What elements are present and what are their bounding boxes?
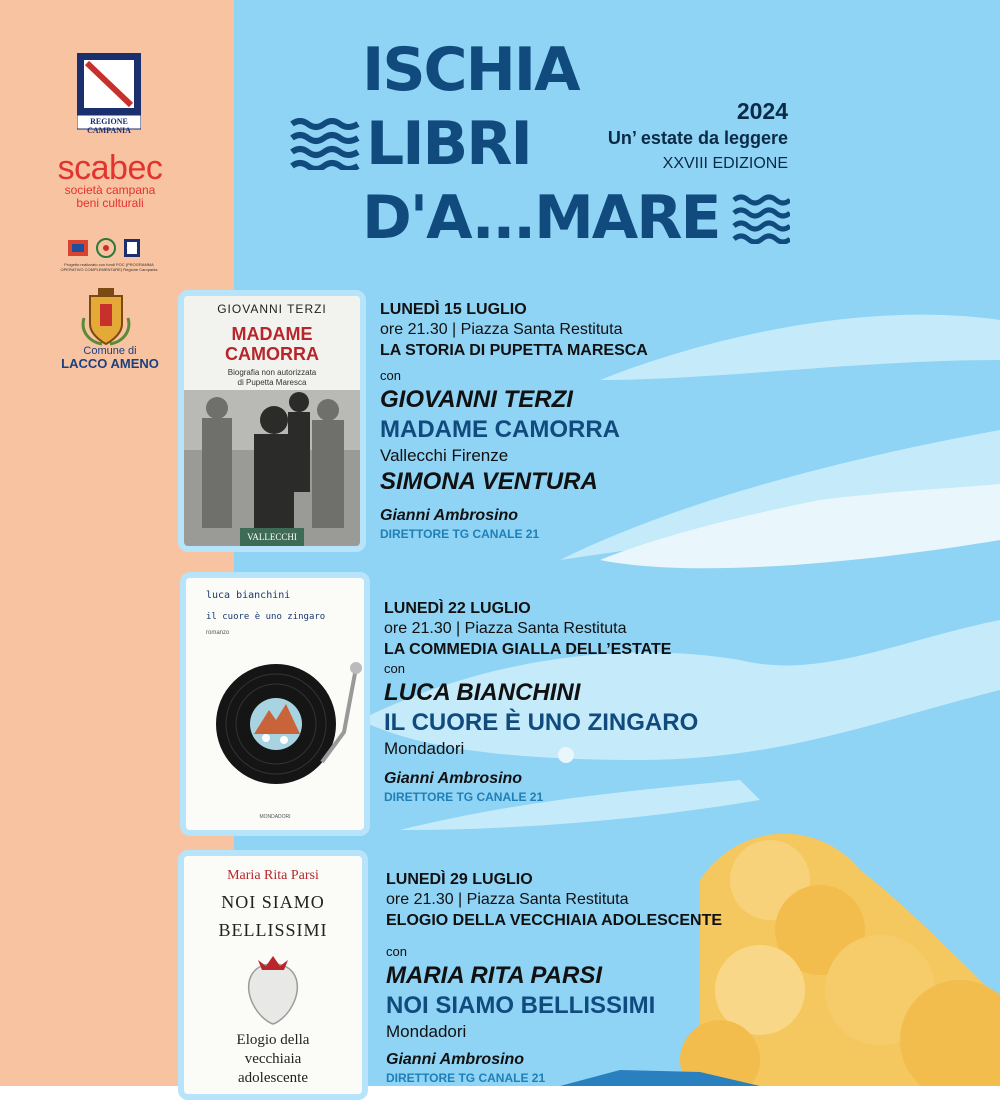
event-book: IL CUORE È UNO ZINGARO [384, 709, 699, 736]
cover-publisher: MONDADORI [259, 814, 291, 820]
event-book: MADAME CAMORRA [380, 416, 620, 443]
tagline: Un’ estate da leggere [607, 128, 788, 148]
cover-sub-1: Elogio della [236, 1032, 310, 1048]
event-date: LUNEDÌ 22 LUGLIO [384, 600, 531, 617]
event-moderator-role: DIRETTORE TG CANALE 21 [384, 790, 544, 804]
event-with: con [386, 944, 407, 959]
comune-prefix: Comune di [83, 345, 137, 357]
cover-author: luca bianchini [206, 590, 291, 601]
cover-title-2: CAMORRA [225, 344, 319, 364]
event-author: LUCA BIANCHINI [384, 679, 581, 706]
cover-genre: romanzo [206, 630, 230, 636]
lacco-ameno-crest-icon [78, 288, 134, 348]
event-time-place: ore 21.30 | Piazza Santa Restituta [386, 891, 629, 908]
regione-mini-icon [124, 239, 140, 257]
event-time-place: ore 21.30 | Piazza Santa Restituta [380, 321, 623, 338]
edition: XXVIII EDIZIONE [662, 155, 788, 172]
event-publisher: Mondadori [386, 1022, 467, 1041]
event-publisher: Mondadori [384, 739, 465, 758]
cover-author: GIOVANNI TERZI [217, 302, 327, 316]
regione-campania-label: REGIONE CAMPANIA [87, 117, 131, 135]
cover-title-2: BELLISSIMI [218, 920, 328, 940]
waves-left-icon [290, 118, 360, 170]
event-2 [384, 599, 804, 805]
comune-label [40, 345, 180, 371]
cover-photo [184, 390, 360, 546]
event-topic: LA COMMEDIA GIALLA DELL’ESTATE [384, 641, 672, 658]
event-moderator-role: DIRETTORE TG CANALE 21 [380, 527, 540, 541]
cover-subtitle-2: di Pupetta Maresca [237, 378, 307, 387]
event-guest: SIMONA VENTURA [380, 468, 598, 495]
event-date: LUNEDÌ 29 LUGLIO [386, 871, 533, 888]
event-time-place: ore 21.30 | Piazza Santa Restituta [384, 620, 627, 637]
cover-title-1: NOI SIAMO [221, 892, 325, 912]
cover-title: il cuore è uno zingaro [206, 612, 326, 622]
event-book: NOI SIAMO BELLISSIMI [386, 992, 656, 1019]
event-author: GIOVANNI TERZI [380, 386, 573, 413]
scabec-name: scabec [57, 149, 163, 187]
book-cover-noi-siamo-bellissimi [178, 850, 368, 1100]
cover-subtitle-1: Biografia non autorizzata [227, 368, 317, 377]
scabec-sub2: beni culturali [76, 196, 144, 210]
italian-emblem-icon [97, 239, 115, 257]
title-line-2: LIBRI [366, 109, 531, 179]
poc-icon [68, 240, 88, 256]
event-moderator-role: DIRETTORE TG CANALE 21 [386, 1071, 546, 1085]
book-cover-madame-camorra [178, 290, 366, 552]
event-with: con [384, 661, 405, 676]
event-topic: ELOGIO DELLA VECCHIAIA ADOLESCENTE [386, 912, 723, 929]
project-note: Progetto realizzato con fondi POC (PROGRAMMA OPERATIVO COMPLEMENTARE) Regione Campania [60, 262, 158, 272]
scabec-sub1: società campana [64, 183, 156, 197]
cover-author: Maria Rita Parsi [227, 868, 319, 883]
event-date: LUNEDÌ 15 LUGLIO [380, 301, 527, 318]
title-line-3: D'A...MARE [362, 183, 720, 253]
event-topic: LA STORIA DI PUPETTA MARESCA [380, 342, 648, 359]
cover-publisher: VALLECCHI [247, 532, 297, 542]
year: 2024 [736, 98, 788, 124]
sponsor-logos [66, 236, 146, 260]
event-publisher: Vallecchi Firenze [380, 446, 509, 465]
waves-right-icon [732, 194, 790, 244]
strawberry-icon [242, 950, 304, 1026]
title-line-1: ISCHIA [362, 35, 579, 105]
event-moderator: Gianni Ambrosino [386, 1051, 525, 1068]
comune-name: LACCO AMENO [61, 356, 159, 371]
scabec-logo [40, 149, 180, 210]
event-with: con [380, 368, 401, 383]
cover-title-1: MADAME [231, 324, 313, 344]
cover-sub-3: adolescente [238, 1070, 308, 1086]
event-moderator: Gianni Ambrosino [384, 770, 523, 787]
event-3 [386, 870, 806, 1086]
event-author: MARIA RITA PARSI [386, 962, 602, 989]
cover-sub-2: vecchiaia [244, 1051, 302, 1067]
book-cover-il-cuore-e-uno-zingaro [180, 572, 370, 836]
event-1 [380, 300, 800, 542]
event-moderator: Gianni Ambrosino [380, 507, 519, 524]
vinyl-record-icon [214, 662, 366, 786]
